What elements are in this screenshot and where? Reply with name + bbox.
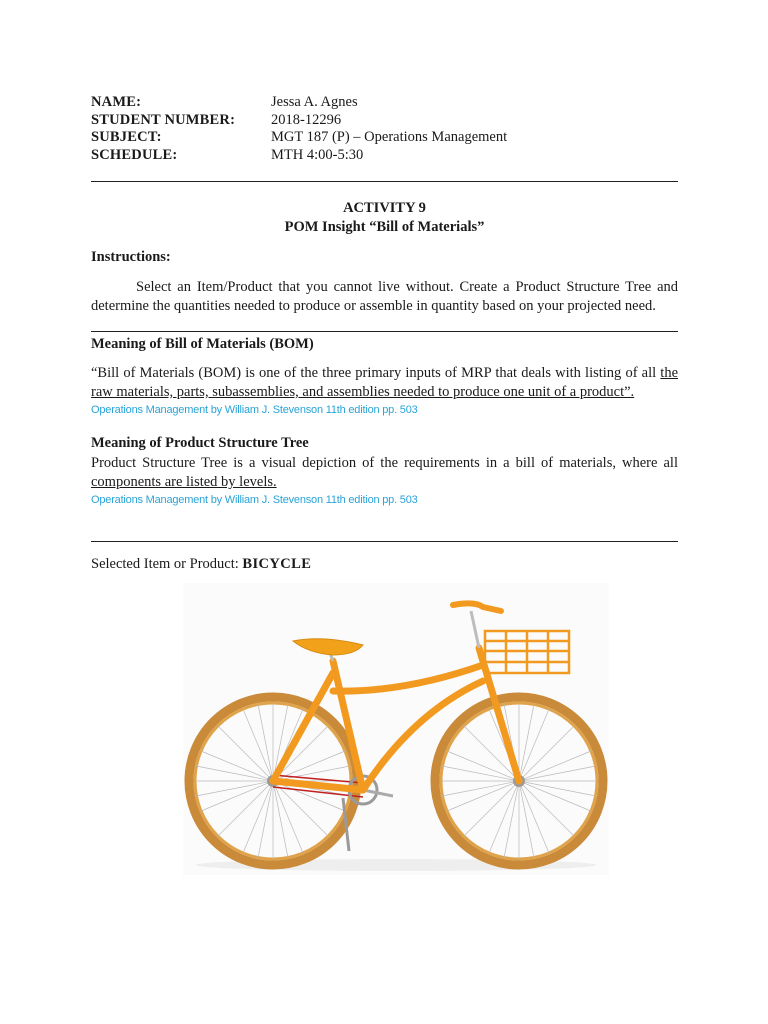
pst-text: Product Structure Tree is a visual depiction of the requirements in a bill of materials, where all — [91, 455, 678, 471]
pst-heading: Meaning of Product Structure Tree — [91, 435, 309, 451]
schedule-row — [91, 147, 507, 165]
bom-definition — [91, 364, 678, 402]
pst-definition — [91, 454, 678, 492]
instructions-text — [91, 278, 678, 316]
bom-text: “Bill of Materials (BOM) is one of the three primary inputs of MRP that deals with listing of all — [91, 365, 657, 381]
name-value: Jessa A. Agnes — [271, 94, 358, 110]
bom-text-underlined: the raw materials, parts, subassemblies, and assemblies needed to produce one unit of a product”. — [91, 365, 679, 400]
divider — [91, 181, 678, 182]
student-number-row — [91, 112, 507, 130]
bom-citation: Operations Management by William J. Stevenson 11th edition pp. 503 — [91, 404, 418, 416]
selected-product — [91, 556, 311, 573]
student-number-value: 2018-12296 — [271, 111, 342, 128]
instructions-body: Select an Item/Product that you cannot live without. Create a Product Structure Tree and determine the quantities needed to produce or assemble in quantity based on your projected need. — [91, 279, 678, 314]
pst-citation: Operations Management by William J. Stevenson 11th edition pp. 503 — [91, 494, 418, 506]
subject-value: MGT 187 (P) – Operations Management — [271, 129, 508, 145]
name-row — [91, 94, 507, 112]
student-number-label: STUDENT NUMBER: — [91, 111, 236, 128]
activity-subtitle: POM Insight “Bill of Materials” — [284, 219, 485, 235]
selected-value: BICYCLE — [242, 556, 312, 572]
selected-label: Selected Item or Product: — [91, 556, 239, 572]
student-info — [91, 94, 507, 164]
pst-text-underlined: components are listed by levels. — [91, 474, 277, 490]
bicycle-image — [183, 583, 609, 875]
schedule-value: MTH 4:00-5:30 — [271, 146, 364, 163]
subject-label: SUBJECT: — [91, 129, 162, 145]
divider — [91, 331, 678, 332]
schedule-label: SCHEDULE: — [91, 146, 178, 163]
subject-row — [91, 129, 507, 147]
name-label: NAME: — [91, 94, 142, 110]
activity-title: ACTIVITY 9 — [343, 200, 426, 216]
bom-heading: Meaning of Bill of Materials (BOM) — [91, 336, 314, 352]
instructions-heading: Instructions: — [91, 249, 171, 265]
divider — [91, 541, 678, 542]
